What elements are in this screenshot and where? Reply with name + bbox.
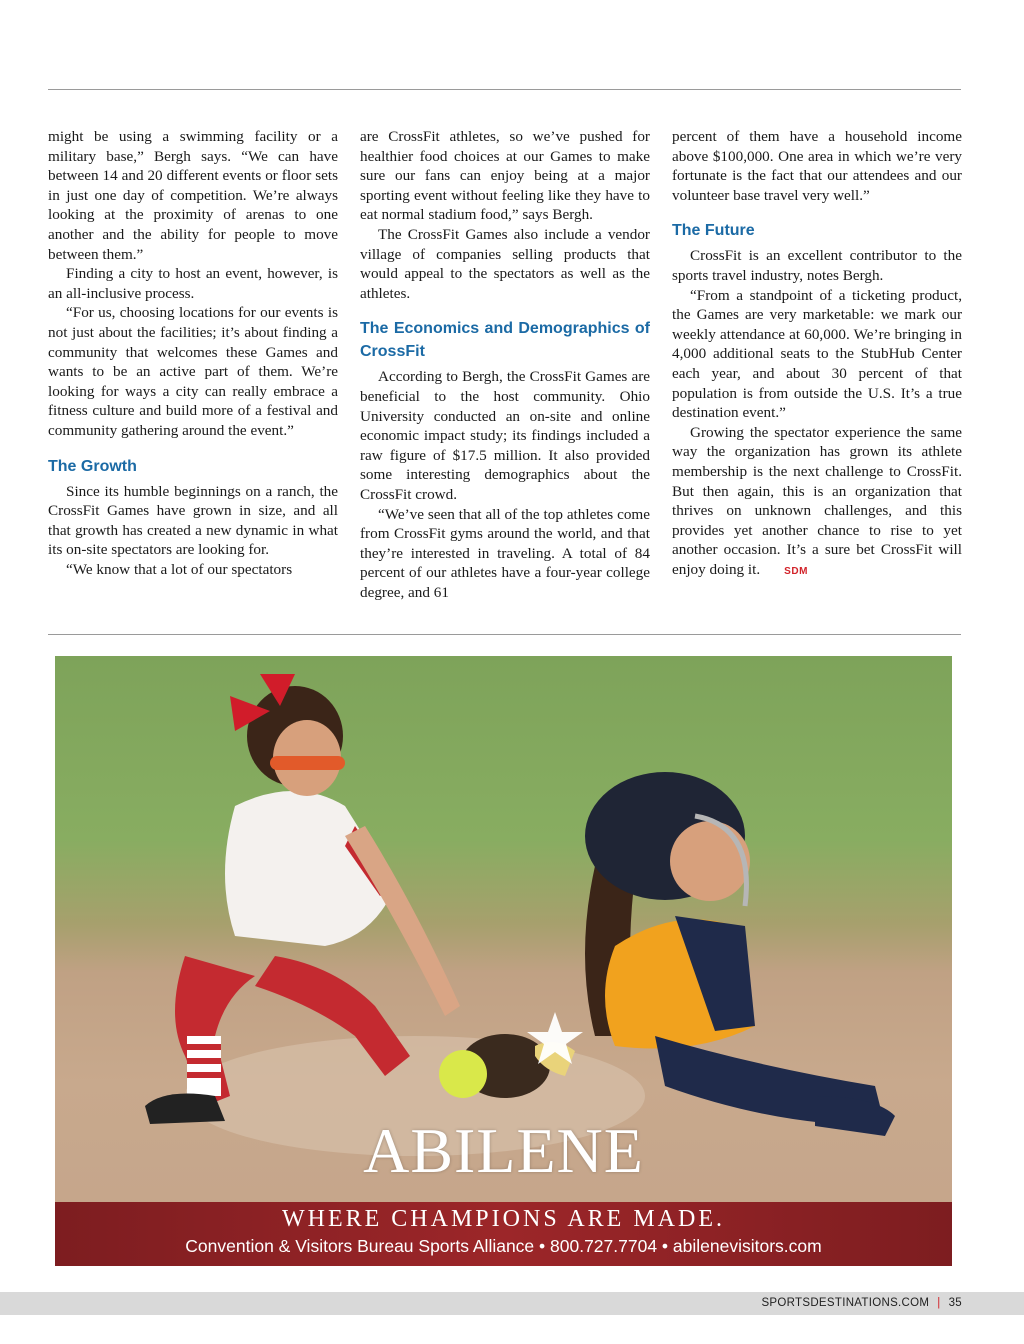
paragraph: CrossFit is an excellent contributor to the sports travel industry, notes Bergh.: [672, 247, 962, 284]
section-heading-economics: The Economics and Demographics of CrossFit: [360, 320, 650, 361]
paragraph: percent of them have a household income above $100,000. One area in which we’re very fortunate is the fact that our attendees and our volunteer base travel very well.”: [672, 128, 962, 204]
paragraph: might be using a swimming facility or a military base,” Bergh says. “We can have between 14 and 20 different events or floor sets in just one day of competition. We’re always looking at the proximity of arenas to one another and the ability for people to move between them.”: [48, 128, 338, 263]
section-heading-future: The Future: [672, 222, 755, 240]
sdm-end-mark: SDM: [784, 565, 808, 577]
paragraph: Finding a city to host an event, however, is an all-inclusive process.: [48, 265, 338, 302]
footer-site[interactable]: SPORTSDESTINATIONS.COM: [761, 1297, 930, 1309]
paragraph: “We’ve seen that all of the top athletes come from CrossFit gyms around the world, and that they’re interested in traveling. A total of 84 percent of our athletes have a four-year college degree, and 61: [360, 505, 650, 601]
paragraph: are CrossFit athletes, so we’ve pushed for healthier food choices at our Games to make sure our fans can enjoy being at a major sporting event without feeling like they have to eat normal stadium food,” says Bergh.: [360, 128, 650, 224]
section-divider: [48, 634, 961, 635]
paragraph: “For us, choosing locations for our events is not just about the facilities; it’s about finding a community that welcomes these Games and wants to be an active part of them. We’re looking for ways a city can really embrace a fitness culture and build more of a festival and community gathering around the event.”: [48, 304, 338, 439]
paragraph: The CrossFit Games also include a vendor village of companies selling products that would appeal to the spectators as well as the athletes.: [360, 225, 650, 302]
ad-contact-info[interactable]: Convention & Visitors Bureau Sports Alliance • 800.727.7704 • abilenevisitors.com: [185, 1236, 822, 1256]
final-paragraph-text: Growing the spectator experience the same way the organization has grown its athlete membership is the next challenge to CrossFit. But then again, this is an organization that thrives on unknown challenges, and this provides yet another chance to rise to yet another occasion. It’s a sure bet CrossFit will enjoy doing it.: [672, 423, 962, 578]
paragraph: Since its humble beginnings on a ranch, the CrossFit Games have grown in size, and all that growth has created a new dynamic in what its on-site spectators are looking for.: [48, 482, 338, 559]
footer-separator: |: [937, 1297, 941, 1309]
section-heading-growth: The Growth: [48, 457, 137, 475]
page-number: 35: [948, 1297, 962, 1309]
top-rule: [48, 89, 961, 90]
abilene-logo-text: ABILENE: [363, 1115, 644, 1186]
paragraph: According to Bergh, the CrossFit Games are beneficial to the host community. Ohio University conducted an on-site and online economic impact study; its findings included a raw figure of $17.5 million. It also provided some interesting demographics about the CrossFit crowd.: [360, 368, 650, 503]
article-column-1: [48, 127, 338, 579]
paragraph: [672, 423, 962, 582]
ad-tagline: WHERE CHAMPIONS ARE MADE.: [281, 1206, 725, 1232]
paragraph: “From a standpoint of a ticketing product, the Games are very marketable: we mark our weekly attendance at 60,000. We’re bringing in 4,000 additional seats to the StubHub Center each year, and about 30 percent of that population is from outside the U.S. It’s a true destination event.”: [672, 286, 962, 422]
abilene-advertisement[interactable]: [55, 656, 952, 1266]
paragraph: “We know that a lot of our spectators: [66, 560, 293, 578]
article-column-2: [360, 127, 650, 602]
article-column-3: [672, 127, 962, 581]
footer-credit: [761, 1295, 962, 1311]
